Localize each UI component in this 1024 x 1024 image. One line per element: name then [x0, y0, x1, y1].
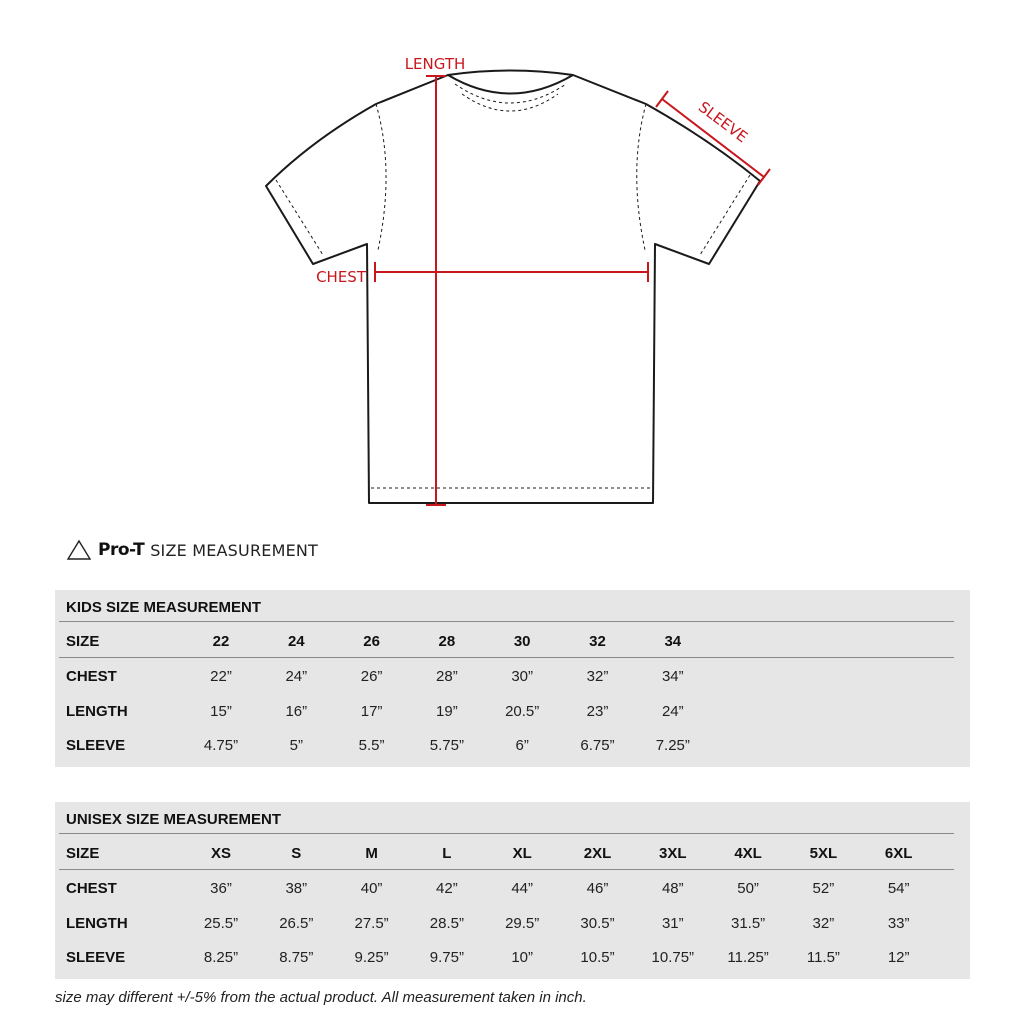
size-header-cell: 22: [212, 633, 230, 650]
table-cell: 34”: [661, 668, 684, 685]
table-cell: 44”: [511, 880, 534, 897]
table-cell: 10”: [511, 949, 534, 966]
table-cell: 22”: [210, 668, 232, 685]
table-cell: 6.75”: [580, 737, 615, 754]
table-cell: 17”: [360, 703, 383, 720]
table-cell: 5”: [289, 737, 303, 754]
size-header-cell: 4XL: [734, 845, 762, 862]
size-header-cell: 30: [513, 633, 531, 650]
table-row: [55, 915, 970, 935]
length-label: LENGTH: [404, 55, 466, 73]
table-cell: 5.5”: [358, 737, 385, 754]
table-cell: 9.75”: [429, 949, 464, 966]
table-cell: 19”: [436, 703, 458, 720]
table-row: [55, 703, 970, 723]
table-cell: 29.5”: [505, 915, 540, 932]
table-cell: 31”: [661, 915, 684, 932]
kids-size-table: [55, 590, 970, 767]
table-cell: 9.25”: [354, 949, 389, 966]
table-cell: 46”: [586, 880, 609, 897]
table-cell: 5.75”: [429, 737, 464, 754]
table-cell: 25.5”: [203, 915, 239, 932]
table-cell: 27.5”: [354, 915, 389, 932]
table-cell: 28.5”: [429, 915, 464, 932]
table-cell: 24”: [285, 668, 308, 685]
unisex-size-table: [55, 802, 970, 979]
chest-label: CHEST: [316, 268, 366, 286]
row-label: SIZE: [66, 845, 100, 862]
table-cell: 11.25”: [727, 949, 769, 966]
size-header-cell: 28: [438, 633, 456, 650]
footer-note: size may different +/-5% from the actual product. All measurement taken in inch.: [55, 989, 587, 1006]
size-header-cell: 26: [363, 633, 380, 650]
table-cell: 54”: [887, 880, 910, 897]
tshirt-outline: [266, 71, 760, 504]
size-header-cell: 2XL: [583, 845, 612, 862]
table-cell: 30”: [511, 668, 534, 685]
table-cell: 15”: [210, 703, 232, 720]
table-row: [55, 668, 970, 688]
tshirt-stitching: [276, 84, 750, 488]
size-header-cell: 34: [664, 633, 682, 650]
table-cell: 16”: [285, 703, 308, 720]
table-cell: 8.75”: [279, 949, 314, 966]
divider: [59, 657, 954, 658]
table-cell: 50”: [737, 880, 759, 897]
row-label: LENGTH: [66, 703, 128, 720]
table-cell: 8.25”: [203, 949, 239, 966]
size-header-cell: 24: [287, 633, 305, 650]
triangle-outline-icon: [66, 539, 92, 561]
table-cell: 52”: [812, 880, 835, 897]
size-header-cell: 6XL: [884, 845, 913, 862]
divider: [59, 621, 954, 622]
table-cell: 36”: [210, 880, 232, 897]
table-cell: 38”: [285, 880, 308, 897]
divider: [59, 869, 954, 870]
table-cell: 31.5”: [730, 915, 766, 932]
brand-name: Pro-T: [98, 540, 145, 560]
table-cell: 30.5”: [580, 915, 615, 932]
table-cell: 48”: [661, 880, 684, 897]
table-cell: 23”: [586, 703, 609, 720]
table-header-row: [55, 845, 970, 865]
table-cell: 4.75”: [203, 737, 239, 754]
table-cell: 10.5”: [580, 949, 615, 966]
brand-heading: [66, 538, 318, 562]
row-label: SIZE: [66, 633, 100, 650]
table-cell: 26”: [360, 668, 383, 685]
table-row: [55, 880, 970, 900]
size-header-cell: XS: [210, 845, 231, 862]
table-cell: 33”: [887, 915, 910, 932]
row-label: SLEEVE: [66, 737, 126, 754]
table-cell: 32”: [812, 915, 835, 932]
table-row: [55, 737, 970, 757]
row-label: CHEST: [66, 668, 117, 685]
table-cell: 20.5”: [505, 703, 540, 720]
row-label: LENGTH: [66, 915, 128, 932]
size-header-cell: 5XL: [809, 845, 838, 862]
divider: [59, 833, 954, 834]
table-row: [55, 949, 970, 969]
table-cell: 32”: [586, 668, 609, 685]
size-header-cell: 32: [589, 633, 606, 650]
table-cell: 6”: [515, 737, 529, 754]
size-header-cell: S: [291, 845, 302, 862]
table-cell: 24”: [661, 703, 684, 720]
table-cell: 40”: [360, 880, 383, 897]
size-header-cell: XL: [512, 845, 532, 862]
brand-subtitle: SIZE MEASUREMENT: [150, 540, 319, 560]
table-header-row: [55, 633, 970, 653]
table-cell: 42”: [436, 880, 458, 897]
table-cell: 12”: [887, 949, 910, 966]
size-header-cell: M: [365, 845, 378, 862]
table-cell: 11.5”: [806, 949, 840, 966]
table-title: KIDS SIZE MEASUREMENT: [66, 599, 262, 616]
table-cell: 7.25”: [655, 737, 690, 754]
table-cell: 28”: [436, 668, 458, 685]
size-header-cell: 3XL: [659, 845, 687, 862]
table-title: UNISEX SIZE MEASUREMENT: [66, 811, 282, 828]
sleeve-label: SLEEVE: [695, 97, 752, 147]
measurement-lines: [375, 76, 770, 505]
table-cell: 10.75”: [651, 949, 695, 966]
size-header-cell: L: [442, 845, 452, 862]
table-cell: 26.5”: [279, 915, 314, 932]
row-label: SLEEVE: [66, 949, 126, 966]
row-label: CHEST: [66, 880, 117, 897]
